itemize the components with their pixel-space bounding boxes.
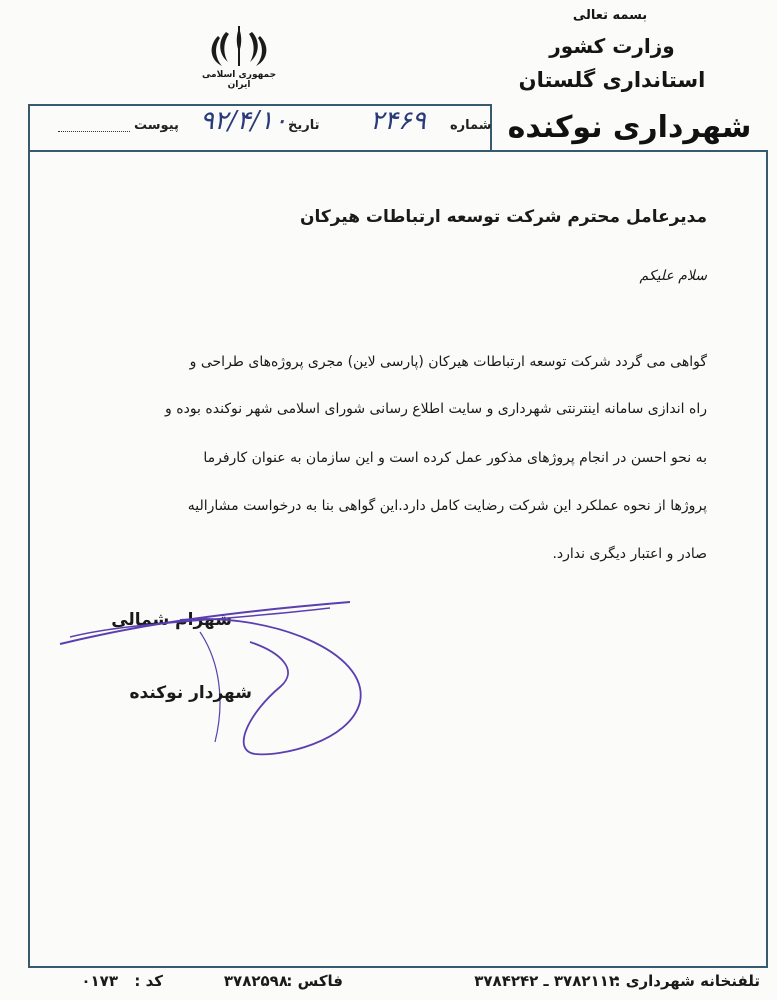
greeting-line: سلام علیکم xyxy=(639,268,707,284)
governorate-title: استانداری گلستان xyxy=(518,68,706,92)
municipality-title: شهرداری نوکنده xyxy=(507,110,752,145)
attachment-blank xyxy=(58,131,130,132)
fax-value: ۳۷۸۲۵۹۸ xyxy=(223,972,288,990)
recipient-line: مدیرعامل محترم شرکت توسعه ارتباطات هیرکان xyxy=(299,207,707,227)
body-line: راه اندازی سامانه اینترنتی شهرداری و سایت اطلاع رسانی شورای اسلامی شهر نوکنده بوده و xyxy=(165,401,707,417)
date-label: تاریخ xyxy=(288,118,320,133)
phone-label: تلفنخانه شهرداری : xyxy=(614,972,760,990)
date-value: ۹۲/۴/۱۰ xyxy=(200,106,288,136)
body-line: پروژها از نحوه عملکرد این شرکت رضایت کامل دارد.این گواهی بنا به درخواست مشارالیه xyxy=(187,498,707,514)
bismillah-text: بسمه تعالی xyxy=(572,8,648,23)
handwritten-signature xyxy=(50,592,380,762)
signatory-title: شهردار نوکنده xyxy=(129,683,252,703)
emblem-caption: جمهوری اسلامی ایران xyxy=(201,70,277,90)
signatory-name: شهرام شمالی xyxy=(111,610,232,630)
number-label: شماره xyxy=(450,118,492,133)
ministry-title: وزارت کشور xyxy=(549,34,675,58)
body-line: صادر و اعتبار دیگری ندارد. xyxy=(552,546,707,562)
code-value: ۰۱۷۳ xyxy=(81,972,118,990)
body-line: به نحو احسن در انجام پروژهای مذکور عمل کرده است و این سازمان به عنوان کارفرما xyxy=(203,450,707,466)
attachment-label: پیوست xyxy=(134,118,179,133)
code-label: کد : xyxy=(134,972,163,990)
fax-label: فاکس : xyxy=(286,972,343,990)
phone-values: ۳۷۸۲۱۱۲ ـ ۳۷۸۴۲۴۲ xyxy=(474,972,618,990)
number-value: ۲۴۶۹ xyxy=(370,106,426,136)
footer-contact xyxy=(28,972,768,998)
body-line: گواهی می گردد شرکت توسعه ارتباطات هیرکان (پارسی لاین) مجری پروژه‌های طراحی و xyxy=(189,354,707,370)
